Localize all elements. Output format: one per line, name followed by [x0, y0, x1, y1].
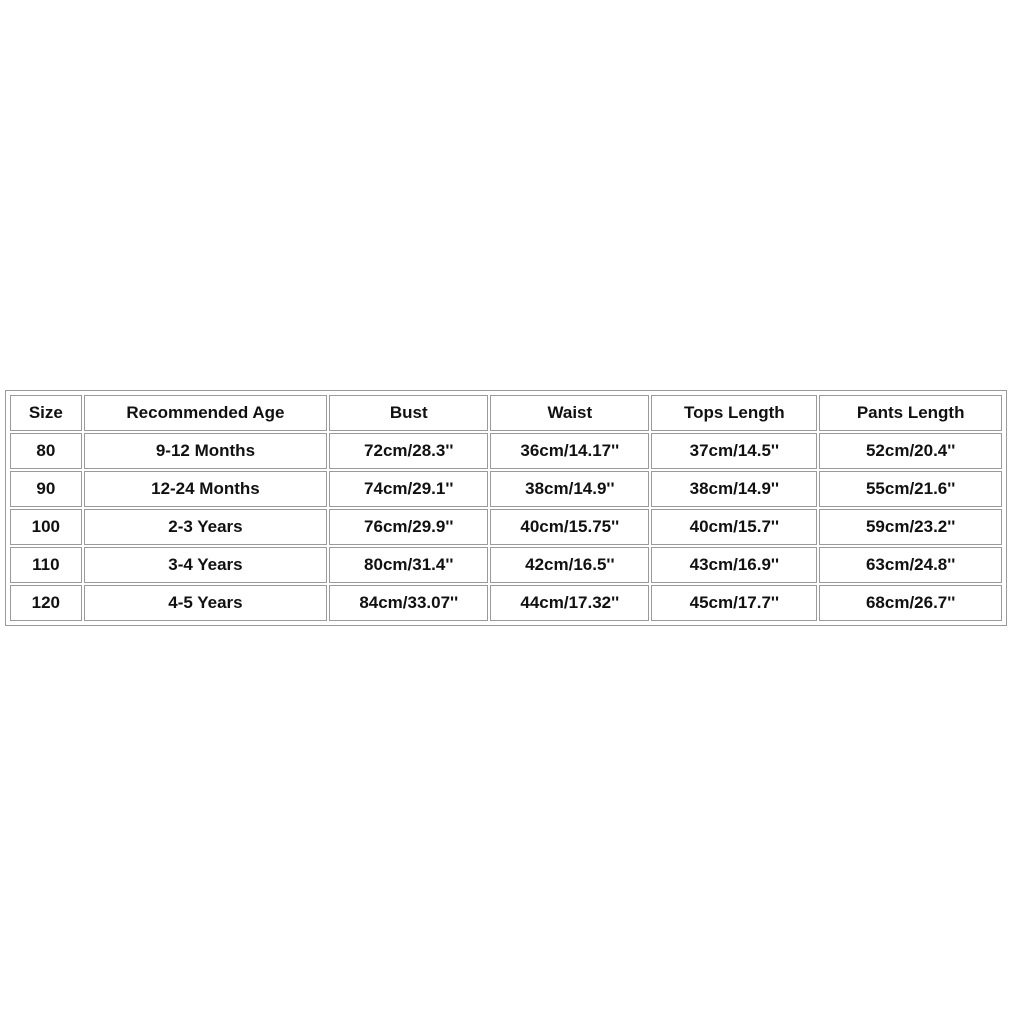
cell-recommended-age: 2-3 Years: [84, 509, 328, 545]
cell-recommended-age: 4-5 Years: [84, 585, 328, 621]
cell-recommended-age: 3-4 Years: [84, 547, 328, 583]
cell-bust: 76cm/29.9'': [329, 509, 488, 545]
table-row: [10, 471, 1002, 507]
cell-bust: 74cm/29.1'': [329, 471, 488, 507]
table-row: [10, 547, 1002, 583]
cell-bust: 80cm/31.4'': [329, 547, 488, 583]
cell-tops-length: 37cm/14.5'': [651, 433, 817, 469]
cell-tops-length: 45cm/17.7'': [651, 585, 817, 621]
cell-size: 90: [10, 471, 82, 507]
table-header-row: [10, 395, 1002, 431]
cell-waist: 42cm/16.5'': [490, 547, 649, 583]
column-header-recommended-age: Recommended Age: [84, 395, 328, 431]
column-header-bust: Bust: [329, 395, 488, 431]
column-header-pants-length: Pants Length: [819, 395, 1002, 431]
cell-waist: 44cm/17.32'': [490, 585, 649, 621]
cell-pants-length: 55cm/21.6'': [819, 471, 1002, 507]
column-header-waist: Waist: [490, 395, 649, 431]
cell-waist: 38cm/14.9'': [490, 471, 649, 507]
cell-tops-length: 38cm/14.9'': [651, 471, 817, 507]
cell-tops-length: 43cm/16.9'': [651, 547, 817, 583]
cell-pants-length: 68cm/26.7'': [819, 585, 1002, 621]
column-header-size: Size: [10, 395, 82, 431]
cell-bust: 84cm/33.07'': [329, 585, 488, 621]
cell-size: 100: [10, 509, 82, 545]
cell-pants-length: 52cm/20.4'': [819, 433, 1002, 469]
cell-size: 110: [10, 547, 82, 583]
size-chart: [5, 390, 1007, 626]
cell-recommended-age: 9-12 Months: [84, 433, 328, 469]
column-header-tops-length: Tops Length: [651, 395, 817, 431]
cell-pants-length: 63cm/24.8'': [819, 547, 1002, 583]
size-table: [8, 393, 1004, 623]
cell-bust: 72cm/28.3'': [329, 433, 488, 469]
cell-size: 80: [10, 433, 82, 469]
cell-waist: 40cm/15.75'': [490, 509, 649, 545]
table-row: [10, 509, 1002, 545]
cell-tops-length: 40cm/15.7'': [651, 509, 817, 545]
cell-size: 120: [10, 585, 82, 621]
cell-waist: 36cm/14.17'': [490, 433, 649, 469]
cell-pants-length: 59cm/23.2'': [819, 509, 1002, 545]
cell-recommended-age: 12-24 Months: [84, 471, 328, 507]
table-row: [10, 585, 1002, 621]
table-row: [10, 433, 1002, 469]
